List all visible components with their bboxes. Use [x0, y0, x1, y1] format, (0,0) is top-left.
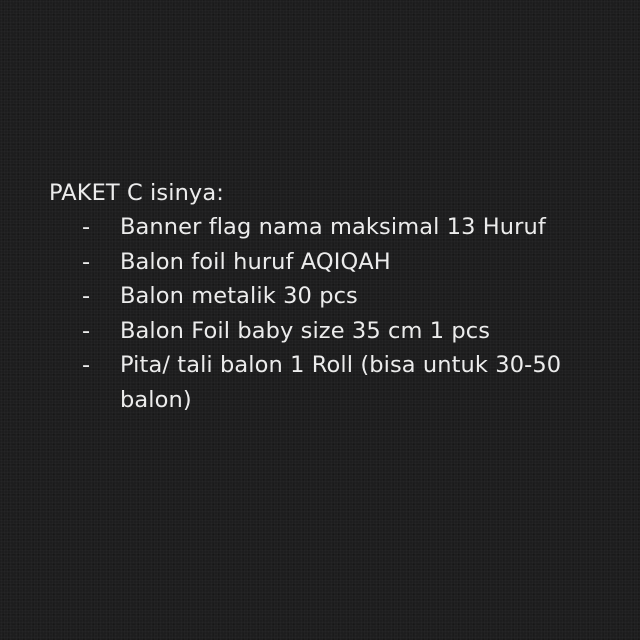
- list-item: [49, 245, 629, 280]
- list-item: [49, 348, 629, 417]
- list-item: [49, 210, 629, 245]
- package-note: [49, 176, 629, 417]
- dash-bullet: -: [82, 283, 91, 309]
- dash-bullet: -: [82, 352, 91, 378]
- package-heading: PAKET C isinya:: [49, 180, 224, 206]
- dash-bullet: -: [82, 214, 91, 240]
- list-item-text: Banner flag nama maksimal 13 Huruf: [120, 214, 546, 240]
- list-item-text: Balon foil huruf AQIQAH: [120, 248, 391, 275]
- package-items-list: [49, 210, 629, 417]
- list-item: [49, 279, 629, 314]
- list-item: [49, 314, 629, 349]
- list-item-text: Balon metalik 30 pcs: [120, 283, 358, 309]
- dash-bullet: -: [82, 248, 91, 275]
- list-item-text: Balon Foil baby size 35 cm 1 pcs: [120, 317, 491, 344]
- list-item-text: Pita/ tali balon 1 Roll (bisa untuk 30-50 balon): [120, 352, 562, 413]
- dash-bullet: -: [82, 317, 91, 344]
